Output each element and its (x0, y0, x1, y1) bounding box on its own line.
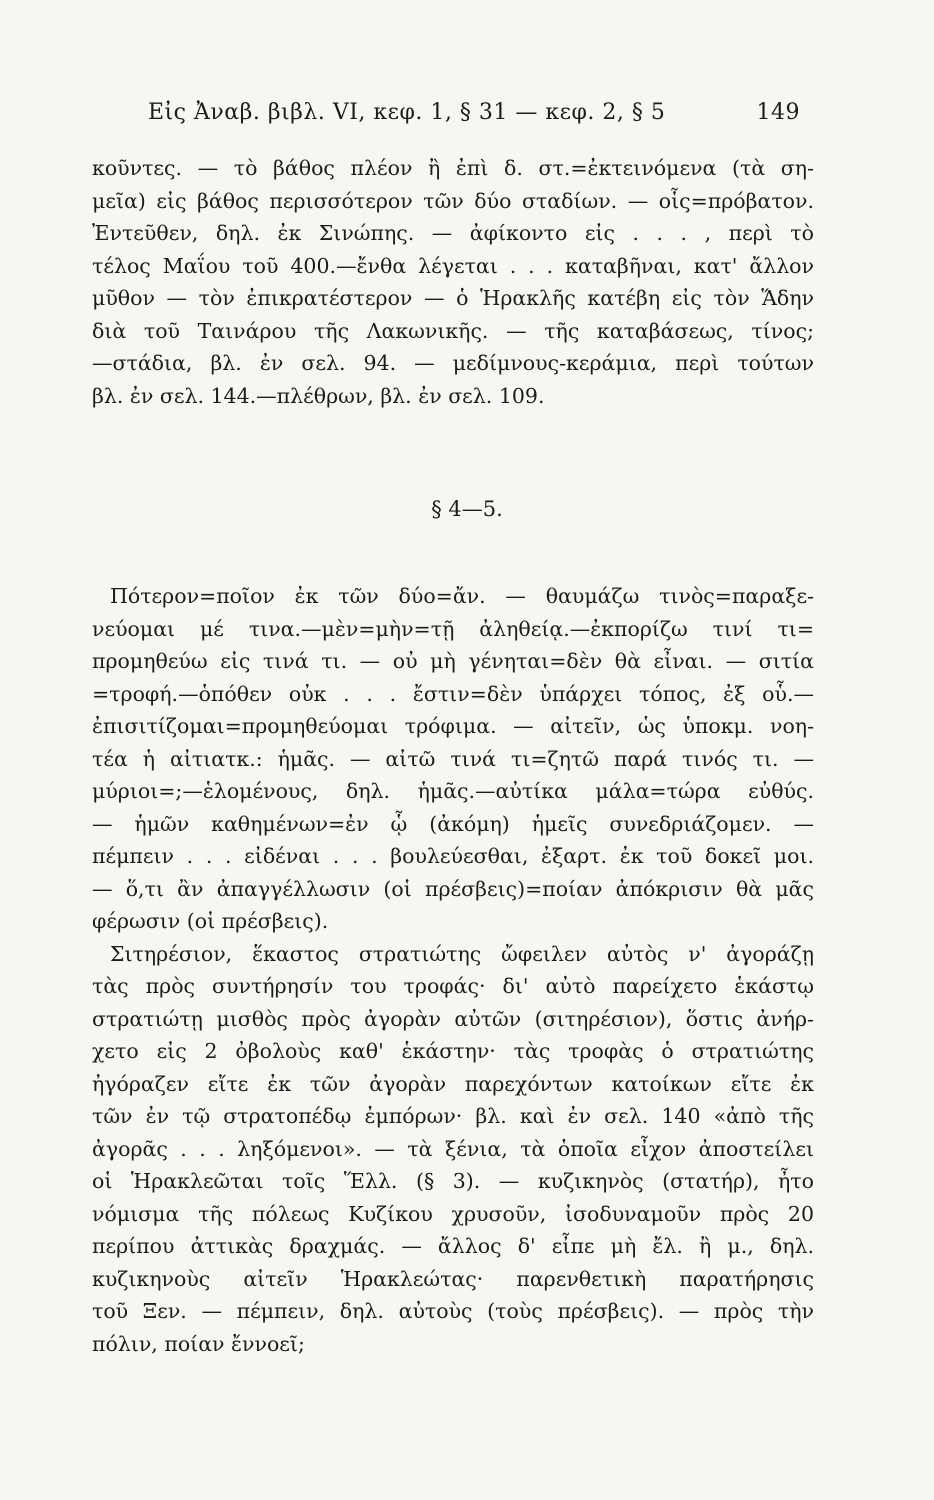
text-line: κυζικηνοὺς αἰτεῖν Ἡρακλεώτας· παρενθετικὴ παρατήρησις (92, 1266, 814, 1291)
header-title: Εἰς Ἀναβ. βιβλ. VI, κεφ. 1, § 31 — κεφ. 2, § 5 (148, 100, 666, 125)
text-line: — ὅ,τι ἂν ἀπαγγέλλωσιν (οἱ πρέσβεις)=ποίαν ἀπόκρισιν θὰ μᾶς (92, 876, 814, 901)
text-line: Ἐντεῦθεν, δηλ. ἐκ Σινώπης. — ἀφίκοντο εἰς . . . , περὶ τὸ (92, 221, 814, 245)
text-line: — ἡμῶν καθημένων=ἐν ᾧ (ἀκόμη) ἡμεῖς συνεδριάζομεν. — (92, 811, 814, 836)
text-line: τοῦ Ξεν. — πέμπειν, δηλ. αὐτοὺς (τοὺς πρέσβεις). — πρὸς τὴν (92, 1299, 814, 1323)
text-line: μῦθον — τὸν ἐπικρατέστερον — ὁ Ἡρακλῆς κατέβη εἰς τὸν Ἅδην (92, 286, 814, 310)
text-line: μύριοι=;—ἑλομένους, δηλ. ἡμᾶς.—αὐτίκα μάλα=τώρα εὐθύς. (92, 779, 814, 803)
text-line: οἱ Ἡρακλεῶται τοῖς Ἕλλ. (§ 3). — κυζικηνὸς (στατήρ), ἦτο (92, 1169, 814, 1193)
text-line: τὰς πρὸς συντήρησίν του τροφάς· δι' αὐτὸ παρείχετο ἑκάστῳ (92, 974, 814, 998)
text-line: πέμπειν . . . εἰδέναι . . . βουλεύεσθαι, ἐξαρτ. ἐκ τοῦ δοκεῖ μοι. (92, 844, 814, 868)
section-heading: § 4—5. (431, 497, 503, 521)
text-line: προμηθεύω εἰς τινά τι. — οὐ μὴ γένηται=δὲν θὰ εἶναι. — σιτία (92, 649, 814, 673)
text-line: Σιτηρέσιον, ἕκαστος στρατιώτης ὤφειλεν αὐτὸς ν' ἀγοράζῃ (110, 941, 814, 966)
text-line: τέα ἡ αἰτιατκ.: ἡμᾶς. — αἰτῶ τινά τι=ζητῶ παρά τινός τι. — (92, 746, 814, 771)
text-line: Πότερον=ποῖον ἐκ τῶν δύο=ἄν. — θαυμάζω τινὸς=παραξε- (110, 584, 814, 608)
text-line: τῶν ἐν τῷ στρατοπέδῳ ἐμπόρων· βλ. καὶ ἐν σελ. 140 «ἀπὸ τῆς (92, 1104, 814, 1128)
text-line: νεύομαι μέ τινα.—μὲν=μὴν=τῇ ἀληθείᾳ.—ἐκπορίζω τινί τι= (92, 616, 814, 641)
text-line: φέρωσιν (οἱ πρέσβεις). (92, 909, 329, 933)
text-line: βλ. ἐν σελ. 144.—πλέθρων, βλ. ἐν σελ. 109. (92, 383, 545, 408)
text-line: χετο εἰς 2 ὀβολοὺς καθ' ἑκάστην· τὰς τροφὰς ὁ στρατιώτης (92, 1039, 814, 1063)
text-line: =τροφή.—ὁπόθεν οὐκ . . . ἔστιν=δὲν ὑπάρχει τόπος, ἐξ οὗ.— (92, 681, 814, 706)
text-line: διὰ τοῦ Ταινάρου τῆς Λακωνικῆς. — τῆς καταβάσεως, τίνος; (92, 318, 814, 343)
page-number: 149 (756, 100, 800, 125)
text-line: μεῖα) εἰς βάθος περισσότερον τῶν δύο σταδίων. — οἷς=πρόβατον. (92, 188, 814, 213)
text-line: κοῦντες. — τὸ βάθος πλέον ἢ ἐπὶ δ. στ.=ἐκτεινόμενα (τὰ ση- (92, 156, 814, 180)
commentary-block-2 (92, 580, 814, 1360)
text-line: τέλος Μαΐου τοῦ 400.—ἔνθα λέγεται . . . καταβῆναι, κατ' ἄλλον (92, 253, 814, 278)
text-line: ἀγορᾶς . . . ληξόμενοι». — τὰ ξένια, τὰ ὁποῖα εἶχον ἀποστείλει (92, 1136, 814, 1161)
running-header (148, 100, 800, 125)
text-line: ἐπισιτίζομαι=προμηθεύομαι τρόφιμα. — αἰτεῖν, ὡς ὑποκμ. νοη- (92, 714, 814, 738)
commentary-block-1 (92, 152, 814, 412)
text-line: νόμισμα τῆς πόλεως Κυζίκου χρυσοῦν, ἰσοδυναμοῦν πρὸς 20 (92, 1201, 814, 1226)
text-line: πόλιν, ποίαν ἔννοεῖ; (92, 1331, 305, 1356)
text-line: ἠγόραζεν εἴτε ἐκ τῶν ἀγορὰν παρεχόντων κατοίκων εἴτε ἐκ (92, 1071, 814, 1096)
text-line: περίπου ἀττικὰς δραχμάς. — ἄλλος δ' εἶπε μὴ ἔλ. ἢ μ., δηλ. (92, 1234, 814, 1258)
text-line: —στάδια, βλ. ἐν σελ. 94. — μεδίμνους-κεράμια, περὶ τούτων (92, 351, 814, 375)
text-line: στρατιώτῃ μισθὸς πρὸς ἀγορὰν αὐτῶν (σιτηρέσιον), ὅστις ἀνήρ- (92, 1006, 814, 1031)
